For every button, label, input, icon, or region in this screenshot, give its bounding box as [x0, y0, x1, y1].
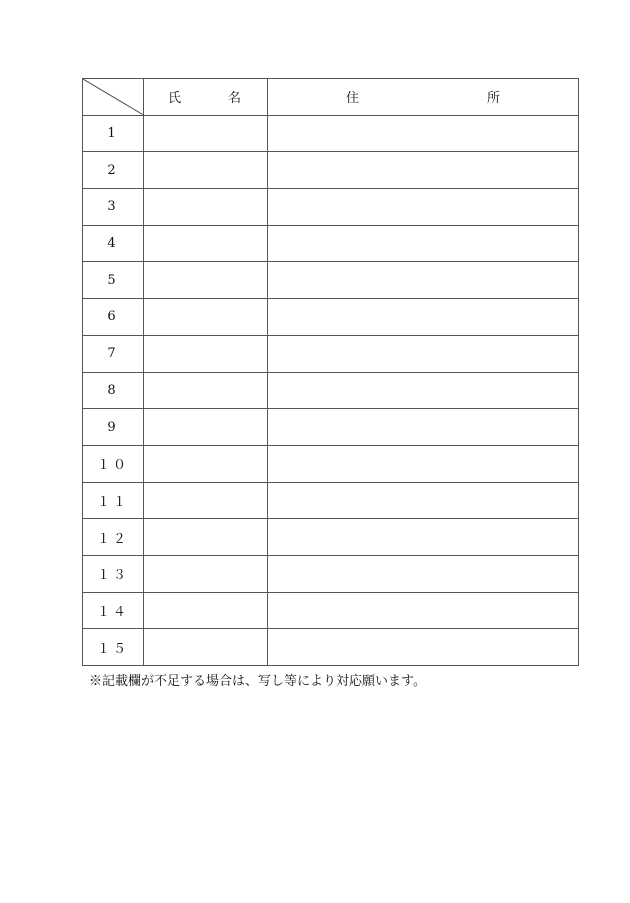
address-cell[interactable]	[268, 335, 579, 372]
table-body	[83, 115, 579, 665]
row-number: １０	[83, 445, 144, 482]
address-column-header	[268, 79, 579, 116]
corner-cell-diagonal	[83, 79, 144, 116]
row-number: １４	[83, 592, 144, 629]
address-cell[interactable]	[268, 372, 579, 409]
name-header-char-1: 氏	[168, 91, 182, 107]
row-number: 3	[83, 189, 144, 226]
row-number: １１	[83, 482, 144, 519]
address-cell[interactable]	[268, 409, 579, 446]
table-row	[83, 372, 579, 409]
name-cell[interactable]	[144, 262, 268, 299]
name-cell[interactable]	[144, 519, 268, 556]
diagonal-line	[83, 79, 143, 115]
row-number: 7	[83, 335, 144, 372]
name-cell[interactable]	[144, 335, 268, 372]
address-header-char-2: 所	[486, 91, 500, 107]
name-cell[interactable]	[144, 152, 268, 189]
row-number: 9	[83, 409, 144, 446]
table-row	[83, 225, 579, 262]
row-number: １５	[83, 629, 144, 666]
table-row	[83, 189, 579, 226]
table-row	[83, 115, 579, 152]
table-row	[83, 482, 579, 519]
address-cell[interactable]	[268, 189, 579, 226]
row-number: 5	[83, 262, 144, 299]
name-column-header	[144, 79, 268, 116]
address-cell[interactable]	[268, 592, 579, 629]
table-row	[83, 592, 579, 629]
table-row	[83, 152, 579, 189]
address-cell[interactable]	[268, 152, 579, 189]
table-row	[83, 555, 579, 592]
row-number: 2	[83, 152, 144, 189]
address-cell[interactable]	[268, 629, 579, 666]
name-cell[interactable]	[144, 482, 268, 519]
row-number: 6	[83, 299, 144, 336]
table-row	[83, 299, 579, 336]
row-number: １３	[83, 555, 144, 592]
name-cell[interactable]	[144, 555, 268, 592]
table-row	[83, 409, 579, 446]
row-number: 8	[83, 372, 144, 409]
table-row	[83, 519, 579, 556]
address-cell[interactable]	[268, 445, 579, 482]
row-number: １２	[83, 519, 144, 556]
address-cell[interactable]	[268, 225, 579, 262]
table-row	[83, 629, 579, 666]
address-cell[interactable]	[268, 115, 579, 152]
table-row	[83, 445, 579, 482]
name-cell[interactable]	[144, 445, 268, 482]
row-number: 4	[83, 225, 144, 262]
signature-table	[82, 78, 579, 666]
name-header-char-2: 名	[227, 91, 241, 107]
name-cell[interactable]	[144, 592, 268, 629]
address-cell[interactable]	[268, 262, 579, 299]
name-cell[interactable]	[144, 189, 268, 226]
table-row	[83, 335, 579, 372]
address-cell[interactable]	[268, 482, 579, 519]
footnote-text: ※記載欄が不足する場合は、写し等により対応願います。	[89, 674, 426, 689]
name-cell[interactable]	[144, 299, 268, 336]
name-cell[interactable]	[144, 372, 268, 409]
name-cell[interactable]	[144, 409, 268, 446]
name-cell[interactable]	[144, 629, 268, 666]
table-row	[83, 262, 579, 299]
name-cell[interactable]	[144, 115, 268, 152]
address-cell[interactable]	[268, 299, 579, 336]
address-header-char-1: 住	[346, 91, 360, 107]
row-number: 1	[83, 115, 144, 152]
address-cell[interactable]	[268, 519, 579, 556]
name-cell[interactable]	[144, 225, 268, 262]
address-cell[interactable]	[268, 555, 579, 592]
header-row	[83, 79, 579, 116]
